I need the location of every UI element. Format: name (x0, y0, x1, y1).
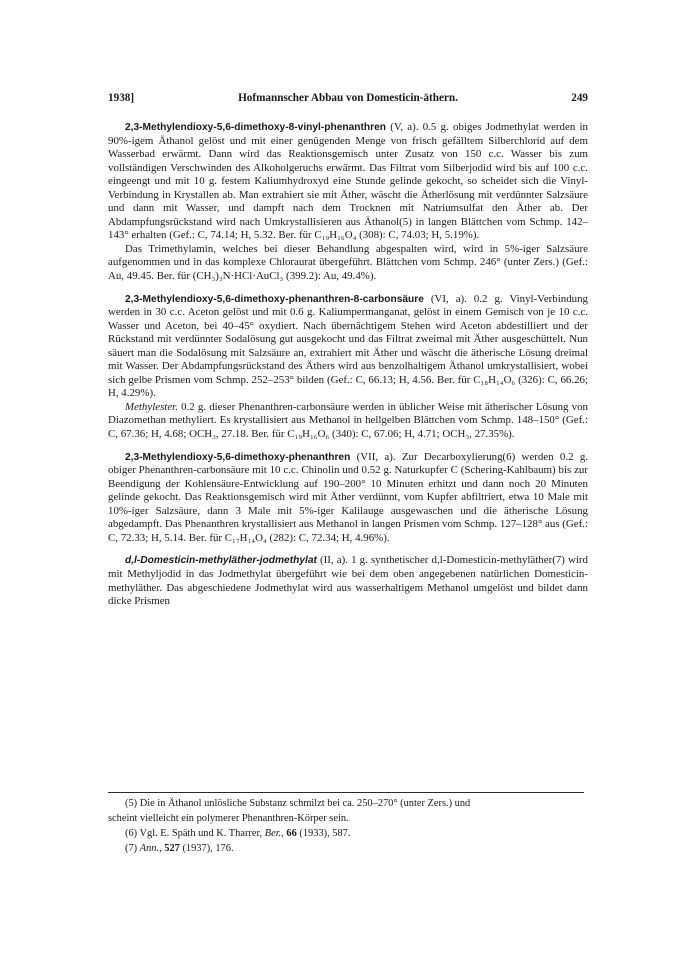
footnote-6-pages: (1933), 587. (296, 828, 351, 839)
footnote-6-authors: (6) Vgl. E. Späth und K. Tharrer, (125, 828, 265, 839)
footnote-6-sep: , (281, 828, 287, 839)
paragraph-vinyl-text: (V, a). 0.5 g. obiges Jodmethylat werden in 90%-igem Äthanol gelöst und mit einer genügenden Menge von frisch gefälltem Silberchlorid auf dem Wasserbad erwärmt. Dann wird das Reaktionsgemisch unter Zusatz von 150 c.c. Wasser bis zum vollständigen Verschwinden des Alkoholgeruchs erwärmt. Das Filtrat vom Silberjodid wird bis auf 100 c.c. eingeengt und mit 10 g. festem Kaliumhydroxyd eine Stunde gelinde gekocht, so scheidet sich die Vinyl-Verbindung in Krystallen ab. Man extrahiert sie mit Äther, wäscht die Ätherlösung mit verdünnter Salzsäure und dann mit Wasser, und dampft nach dem Trocknen mit Natriumsulfat den Äther ab. Der Abdampfungsrückstand wird nach Umkrystallisieren aus Äthanol(5) in langen Blättchen vom Schmp. 142–143° erhalten (Gef.: C, 74.14; H, 5.32. Ber. für C₁₉H₁₆O₄ (308): C, 74.03; H, 5.19%). (108, 121, 588, 242)
footnote-6-volume: 66 (286, 828, 297, 839)
paragraph-trimethylamin-text: Das Trimethylamin, welches bei dieser Behandlung abgespalten wird, wird in 5%-iger Salzsäure aufgenommen und in das komplexe Chloraurat übergeführt. Blättchen vom Schmp. 246° (unter Zers.) (Gef.: Au, 49.45. Ber. für (CH₃)₃N·HCl·AuCl₃ (399.2): Au, 49.4%). (108, 242, 588, 283)
paragraph-vinyl (108, 121, 588, 243)
footnote-rule (108, 792, 584, 793)
paragraph-phenanthren (108, 451, 588, 546)
footnote-7-number: (7) (125, 843, 140, 854)
paragraph-jodmethylat-text: (II, a). 1 g. synthetischer d,l-Domesticin-methyläther(7) wird mit Methyljodid in das Jodmethylat übergeführt wie bei dem oben angegebenen natürlichen Domesticin-methyläther. Das abgeschiedene Jodmethylat wird aus wasserhaltigem Methanol umgelöst und bildet dann dicke Prismen (108, 554, 588, 608)
paragraph-trimethylamin (108, 243, 588, 284)
paragraph-methylester (108, 401, 588, 442)
footnotes (108, 796, 584, 856)
compound-title-jodmethylat: d,l-Domesticin-methyläther-jodmethylat (125, 555, 317, 567)
footnote-7-sep: , (159, 843, 165, 854)
page-number: 249 (571, 92, 588, 104)
compound-title-carbonsaeure: 2,3-Methylendioxy-5,6-dimethoxy-phenanthren-8-carbonsäure (125, 293, 424, 305)
main-text (108, 121, 588, 609)
header-title: Hofmannscher Abbau von Domesticin-äthern. (238, 92, 458, 104)
compound-title-vinyl: 2,3-Methylendioxy-5,6-dimethoxy-8-vinyl-phenanthren (125, 122, 386, 133)
paragraph-methylester-text: 0.2 g. dieser Phenanthren-carbonsäure werden in üblicher Weise mit ätherischer Lösung von Diazomethan methyliert. Es krystallisiert aus Methanol in hellgelben Blättchen vom Schmp. 148–150° (Gef.: C, 67.36; H, 4.68; OCH₃, 27.18. Ber. für C₁₉H₁₆O₆ (340): C, 67.06; H, 4.71; OCH₃, 27.35%). (108, 400, 588, 441)
running-header (108, 92, 588, 108)
footnote-5-line1: (5) Die in Äthanol unlösliche Substanz schmilzt bei ca. 250–270° (unter Zers.) und (125, 798, 471, 809)
paragraph-carbonsaeure-text: (VI, a). 0.2 g. Vinyl-Verbindung werden in 30 c.c. Aceton gelöst und mit 0.6 g. Kaliumpermanganat, gelöst in einem Gemisch von je 10 c.c. Wasser und Aceton, bei 40–45° oxydiert. Nach übernächtigem Stehen wird Aceton abdestilliert und der Rückstand mit verdünnter Sodalösung gut ausgekocht und das Filtrat zweimal mit Äther ausgeschüttelt. Nun säuert man die Sodalösung mit Salzsäure an, extrahiert mit Äther und wäscht die ätherische Lösung dreimal mit Wasser. Der Abdampfungsrückstand des Äthers wird aus benzolhaltigem Äthanol umkrystallisiert, wobei sich gelbe Prismen vom Schmp. 252–253° bilden (Gef.: C, 66.13; H, 4.56. Ber. für C₁₈H₁₄O₆ (326): C, 66.26; H, 4.29%). (108, 292, 588, 400)
footnote-5-line2: scheint vielleicht ein polymerer Phenanthren-Körper sein. (108, 813, 349, 824)
footnote-6 (108, 826, 584, 841)
paragraph-jodmethylat (108, 554, 588, 608)
compound-title-phenanthren: 2,3-Methylendioxy-5,6-dimethoxy-phenanthren (125, 451, 351, 463)
footnote-6-journal: Ber. (264, 828, 282, 839)
paragraph-phenanthren-text: (VII, a). Zur Decarboxylierung(6) werden 0.2 g. obiger Phenanthren-carbonsäure mit 10 c.c. Chinolin und 0.52 g. Naturkupfer C (Schering-Kahlbaum) bis zur Beendigung der Kohlensäure-Entwicklung auf 190–200° 10 Minuten erhitzt und dann noch 20 Minuten gelinde gekocht. Das Reaktionsgemisch wird mit Äther verdünnt, vom Kupfer abfiltriert, etwa 10 Male mit 10%-iger Salzsäure, dann 3 Male mit 5%-iger Kalilauge ausgewaschen und die ätherische Lösung abgedampft. Das Phenanthren krystallisiert aus Methanol in langen Prismen vom Schmp. 127–128° aus (Gef.: C, 72.33; H, 5.14. Ber. für C₁₇H₁₄O₄ (282): C, 72.34; H, 4.96%). (108, 450, 588, 544)
footnote-7-pages: (1937), 176. (179, 843, 234, 854)
footnote-7-journal: Ann. (139, 843, 160, 854)
footnote-7-volume: 527 (164, 843, 180, 854)
paragraph-carbonsaeure (108, 293, 588, 401)
methylester-label: Methylester. (125, 400, 178, 413)
header-year: 1938] (108, 92, 135, 104)
footnote-7 (108, 841, 584, 856)
